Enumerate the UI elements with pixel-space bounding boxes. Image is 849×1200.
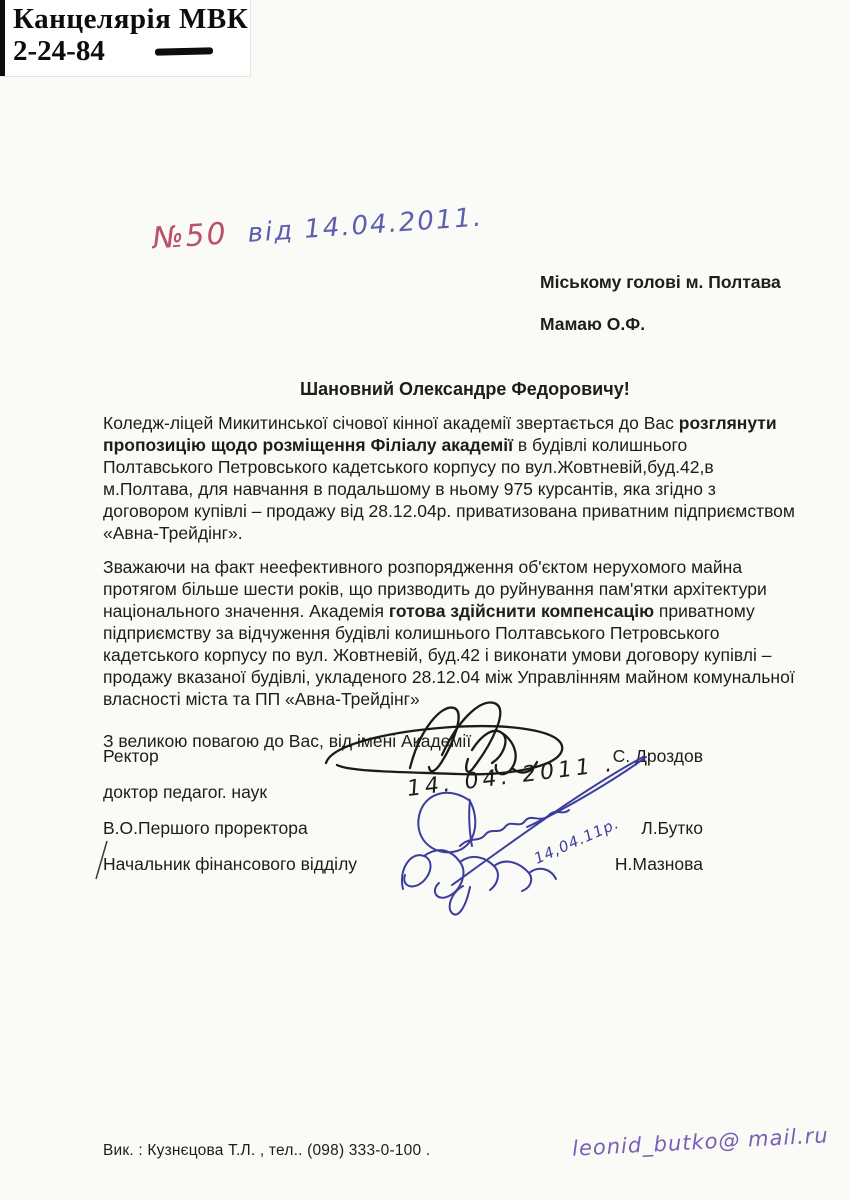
paragraph-1-text: Коледж-ліцей Микитинської січової кінної академії звертається до Вас bbox=[103, 413, 679, 433]
paragraph-1 bbox=[103, 412, 800, 544]
signature-row-rector bbox=[103, 746, 703, 782]
salutation: Шановний Олександре Федоровичу! bbox=[300, 379, 630, 399]
signer-name: Л.Бутко bbox=[641, 818, 703, 838]
paragraph-2 bbox=[103, 556, 800, 710]
letter-body bbox=[103, 412, 800, 764]
signer-name: Н.Мазнова bbox=[614, 854, 703, 874]
addressee-name: Мамаю О.Ф. bbox=[540, 314, 646, 334]
paragraph-2-text: Зважаючи на факт неефективного розпорядження об'єктом нерухомого майна протягом більше шести років, що призводить до руйнування пам'ятки архітектури національного значення. Академія bbox=[103, 557, 767, 621]
signature-row-degree bbox=[103, 782, 703, 818]
signature-row-finance bbox=[103, 854, 703, 890]
registry-stamp bbox=[0, 0, 250, 76]
closing-line: З великою повагою до Вас, від імені Академії bbox=[103, 731, 472, 751]
paragraph-2-text-2: приватному підприємству за відчуження будівлі колишнього Полтавського Петровського кадетського корпусу по вул. Жовтневій, буд.42 і виконати умови договору купівлі – продажу вказаної будівлі, укладеного 28.12.04 між Управлінням майном комунальної власності міста та ПП «Авна-Трейдінг» bbox=[103, 601, 795, 709]
handwritten-email: leonid_butko@ mail.ru bbox=[571, 1123, 830, 1161]
stamp-phone-number: 2-24-84 bbox=[13, 35, 105, 67]
executor-line: Вик. : Кузнєцова Т.Л. , тел.. (098) 333-0-100 . bbox=[103, 1142, 431, 1159]
paragraph-1-bold: розглянути пропозицію щодо розміщення Філіалу академії bbox=[103, 413, 777, 455]
signer-name: С. Дроздов bbox=[612, 746, 703, 766]
handwritten-registration-line bbox=[151, 198, 484, 256]
handwritten-reg-number: №50 bbox=[151, 216, 229, 257]
handwritten-date-black: 14. 04. 2011 . bbox=[405, 751, 618, 802]
handwritten-reg-date: від 14.04.2011. bbox=[246, 202, 485, 249]
addressee-block bbox=[540, 272, 781, 356]
stamp-dash-mark bbox=[155, 47, 213, 56]
stamp-office-name: Канцелярія МВК bbox=[13, 3, 249, 35]
signer-title: Начальник фінансового відділу bbox=[103, 854, 358, 874]
addressee-title: Міському голові м. Полтава bbox=[540, 272, 781, 292]
signer-title: В.О.Першого проректора bbox=[103, 818, 308, 838]
signature-row-prorector bbox=[103, 818, 703, 854]
signer-title: доктор педагог. наук bbox=[103, 782, 268, 802]
handwritten-date-blue: 14,04.11р. bbox=[531, 814, 622, 868]
signer-title: Ректор bbox=[103, 746, 159, 766]
paragraph-1-text-2: в будівлі колишнього Полтавського Петровського кадетського корпусу по вул.Жовтневій,буд.42,в м.Полтава, для навчання в подальшому в ньому 975 курсантів, яка згідно з договором купівлі – продажу від 28.12.04р. приватизована приватним підприємством «Авна-Трейдінг». bbox=[103, 435, 795, 543]
signature-block bbox=[103, 746, 703, 890]
paragraph-2-bold: готова здійснити компенсацію bbox=[388, 601, 655, 621]
